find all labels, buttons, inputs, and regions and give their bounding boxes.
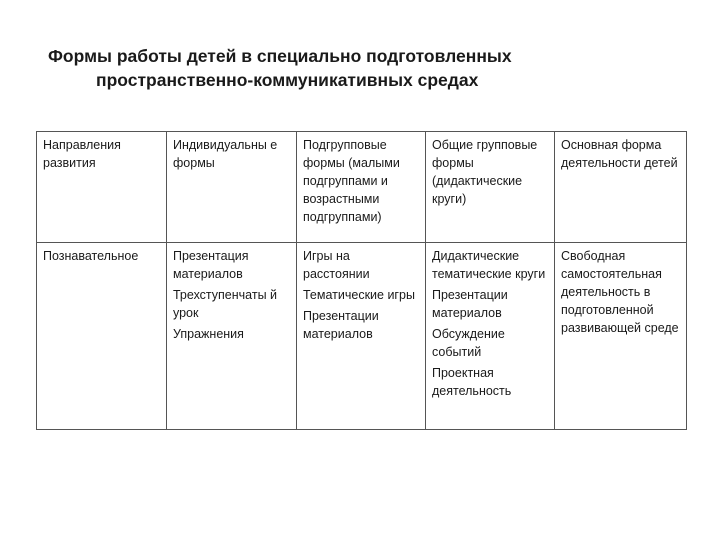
- title-line-1: Формы работы детей в специально подготовленных: [48, 46, 512, 66]
- title-line-2: пространственно-коммуникативных средах: [96, 70, 479, 90]
- cell-subgroup: [297, 243, 426, 430]
- forms-table: [36, 131, 687, 430]
- cell-main-form: [555, 243, 687, 430]
- header-cell-group: [426, 132, 555, 243]
- header-text: Индивидуальны е формы: [173, 138, 278, 170]
- header-cell-main-form: [555, 132, 687, 243]
- header-text: (дидактические круги): [432, 174, 523, 206]
- cell-text: Презентации материалов: [432, 288, 508, 320]
- cell-direction: [37, 243, 167, 430]
- cell-text: Игры на расстоянии: [303, 249, 370, 281]
- header-cell-individual: [167, 132, 297, 243]
- cell-text: Трехступенчаты й урок: [173, 288, 278, 320]
- header-cell-directions: [37, 132, 167, 243]
- header-text: Направления развития: [43, 138, 121, 170]
- cell-text: Дидактические тематические круги: [432, 249, 546, 281]
- header-text: Основная форма деятельности детей: [561, 138, 678, 170]
- cell-individual: [167, 243, 297, 430]
- cell-text: Свободная самостоятельная деятельность в подготовленной развивающей среде: [561, 249, 679, 335]
- table-row: [37, 243, 687, 430]
- header-row: [37, 132, 687, 243]
- header-cell-subgroup: [297, 132, 426, 243]
- header-text: Общие групповые формы: [432, 138, 538, 170]
- cell-text: Обсуждение событий: [432, 327, 505, 359]
- cell-text: Тематические игры: [303, 288, 415, 302]
- cell-group: [426, 243, 555, 430]
- cell-text: Проектная деятельность: [432, 366, 512, 398]
- header-text: Подгрупповые формы (малыми подгруппами и возрастными подгруппами): [303, 138, 400, 224]
- page-title: [30, 44, 630, 92]
- cell-text: Познавательное: [43, 249, 139, 263]
- cell-text: Презентация материалов: [173, 249, 249, 281]
- cell-text: Упражнения: [173, 327, 244, 341]
- cell-text: Презентации материалов: [303, 309, 379, 341]
